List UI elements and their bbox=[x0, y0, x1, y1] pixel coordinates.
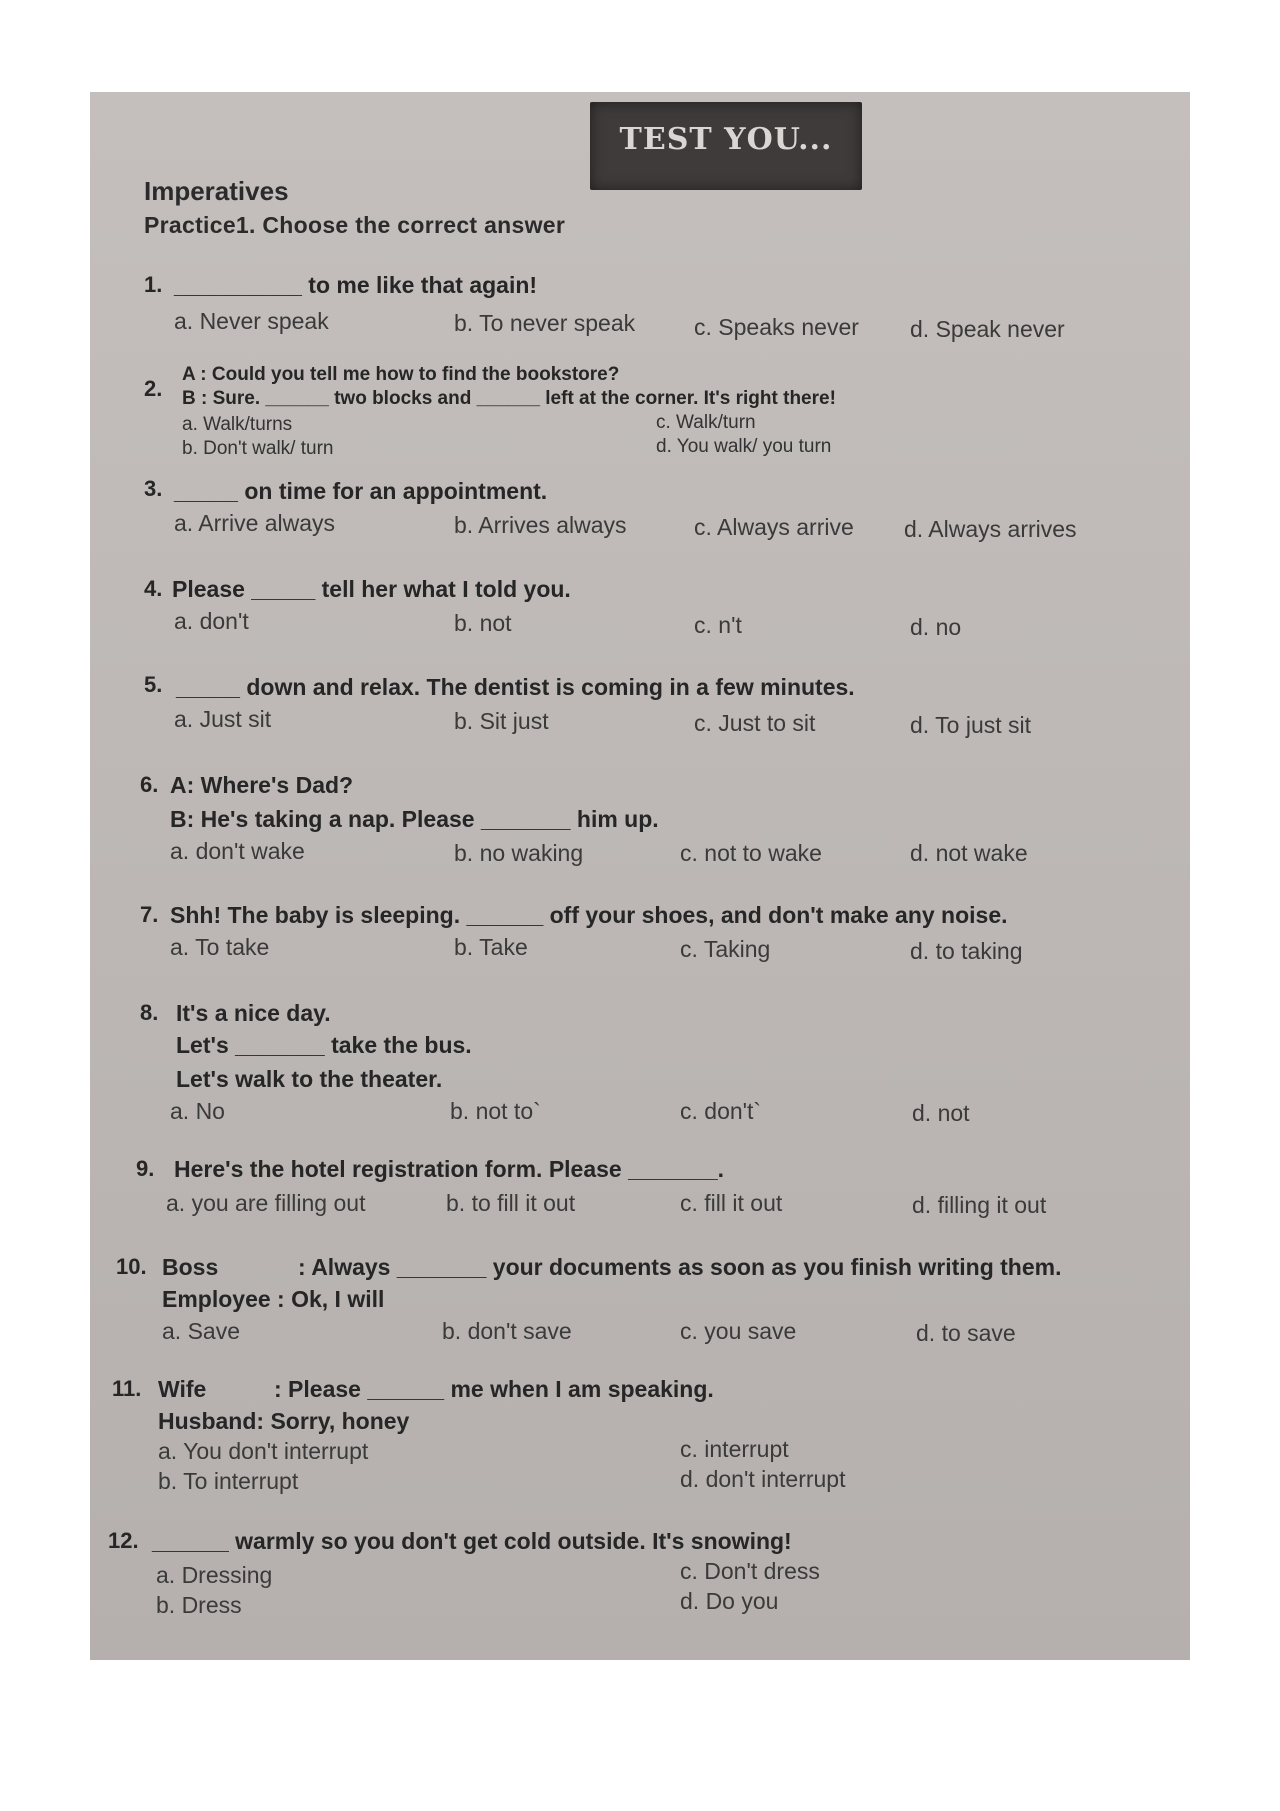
option-d: d. not wake bbox=[910, 840, 1028, 866]
option-a: a. Just sit bbox=[174, 706, 272, 732]
option-b: b. Sit just bbox=[454, 708, 549, 734]
option-a: a. You don't interrupt bbox=[158, 1438, 369, 1464]
speaker-label: Boss bbox=[162, 1254, 219, 1280]
option-d: d. filling it out bbox=[912, 1192, 1047, 1218]
option-b: b. Don't walk/ turn bbox=[182, 438, 334, 459]
option-b: b. to fill it out bbox=[446, 1190, 576, 1216]
question-stem: : Please ______ me when I am speaking. bbox=[274, 1376, 714, 1402]
option-d: d. Speak never bbox=[910, 316, 1065, 342]
option-a: a. you are filling out bbox=[166, 1190, 366, 1216]
test-you-banner bbox=[590, 102, 862, 190]
option-d: d. To just sit bbox=[910, 712, 1032, 738]
option-c: c. Taking bbox=[680, 936, 771, 962]
reply-line: Husband: Sorry, honey bbox=[158, 1408, 410, 1434]
option-b: b. not to` bbox=[450, 1098, 541, 1124]
option-c: c. interrupt bbox=[680, 1436, 789, 1462]
question-number: 3. bbox=[144, 476, 163, 501]
question-number: 1. bbox=[144, 272, 163, 297]
option-c: c. Speaks never bbox=[694, 314, 859, 340]
option-b: b. To interrupt bbox=[158, 1468, 299, 1494]
option-c: c. fill it out bbox=[680, 1190, 783, 1216]
dialogue-line-a: A : Could you tell me how to find the bookstore? bbox=[182, 364, 620, 385]
question-stem: Please _____ tell her what I told you. bbox=[172, 576, 571, 602]
option-a: a. No bbox=[170, 1098, 225, 1124]
option-c: c. Always arrive bbox=[694, 514, 854, 540]
option-a: a. Dressing bbox=[156, 1562, 273, 1588]
banner-text: TEST YOU... bbox=[619, 122, 833, 157]
option-d: d. to taking bbox=[910, 938, 1023, 964]
option-c: c. Walk/turn bbox=[656, 412, 756, 433]
option-c: c. Don't dress bbox=[680, 1558, 820, 1584]
option-a: a. To take bbox=[170, 934, 270, 960]
question-number: 6. bbox=[140, 772, 159, 797]
option-a: a. Arrive always bbox=[174, 510, 336, 536]
option-d: d. to save bbox=[916, 1320, 1016, 1346]
question-number: 11. bbox=[112, 1376, 142, 1401]
option-a: a. Save bbox=[162, 1318, 240, 1344]
option-b: b. Take bbox=[454, 934, 528, 960]
question-number: 9. bbox=[136, 1156, 155, 1181]
option-a: a. Never speak bbox=[174, 308, 329, 334]
option-a: a. Walk/turns bbox=[182, 414, 293, 435]
option-b: b. don't save bbox=[442, 1318, 572, 1344]
option-d: d. You walk/ you turn bbox=[656, 436, 832, 457]
question-number: 8. bbox=[140, 1000, 159, 1025]
question-stem: Here's the hotel registration form. Please _______. bbox=[174, 1156, 725, 1182]
question-stem: _____ on time for an appointment. bbox=[174, 478, 548, 504]
question-stem: __________ to me like that again! bbox=[174, 272, 538, 298]
option-a: a. don't wake bbox=[170, 838, 305, 864]
option-b: b. no waking bbox=[454, 840, 584, 866]
instruction: Practice1. Choose the correct answer bbox=[144, 212, 566, 238]
question-stem: _____ down and relax. The dentist is coming in a few minutes. bbox=[176, 674, 855, 700]
dialogue-line-2: Let's _______ take the bus. bbox=[176, 1032, 472, 1058]
dialogue-line-b: B: He's taking a nap. Please _______ him up. bbox=[170, 806, 659, 832]
option-d: d. don't interrupt bbox=[680, 1466, 846, 1492]
option-b: b. To never speak bbox=[454, 310, 636, 336]
option-c: c. you save bbox=[680, 1318, 797, 1344]
page-title: Imperatives bbox=[144, 176, 289, 206]
question-number: 4. bbox=[144, 576, 163, 601]
option-c: c. n't bbox=[694, 612, 742, 638]
option-a: a. don't bbox=[174, 608, 249, 634]
question-number: 5. bbox=[144, 672, 163, 697]
worksheet bbox=[90, 92, 1190, 1660]
dialogue-line-b: B : Sure. ______ two blocks and ______ left at the corner. It's right there! bbox=[182, 388, 836, 409]
option-d: d. Always arrives bbox=[904, 516, 1077, 542]
dialogue-line-3: Let's walk to the theater. bbox=[176, 1066, 443, 1092]
option-d: d. Do you bbox=[680, 1588, 779, 1614]
question-number: 10. bbox=[116, 1254, 147, 1279]
question-number: 2. bbox=[144, 376, 163, 401]
question-stem: Shh! The baby is sleeping. ______ off your shoes, and don't make any noise. bbox=[170, 902, 1008, 928]
option-c: c. don't` bbox=[680, 1098, 762, 1124]
dialogue-line-a: A: Where's Dad? bbox=[170, 772, 354, 798]
option-c: c. not to wake bbox=[680, 840, 822, 866]
speaker-label: Wife bbox=[158, 1376, 207, 1402]
question-stem: : Always _______ your documents as soon as you finish writing them. bbox=[298, 1254, 1062, 1280]
question-number: 7. bbox=[140, 902, 159, 927]
option-b: b. Dress bbox=[156, 1592, 242, 1618]
option-c: c. Just to sit bbox=[694, 710, 816, 736]
question-number: 12. bbox=[108, 1528, 139, 1553]
option-b: b. not bbox=[454, 610, 512, 636]
dialogue-line-1: It's a nice day. bbox=[176, 1000, 331, 1026]
option-d: d. not bbox=[912, 1100, 970, 1126]
question-stem: ______ warmly so you don't get cold outside. It's snowing! bbox=[152, 1528, 792, 1554]
reply-line: Employee : Ok, I will bbox=[162, 1286, 385, 1312]
option-d: d. no bbox=[910, 614, 962, 640]
option-b: b. Arrives always bbox=[454, 512, 627, 538]
